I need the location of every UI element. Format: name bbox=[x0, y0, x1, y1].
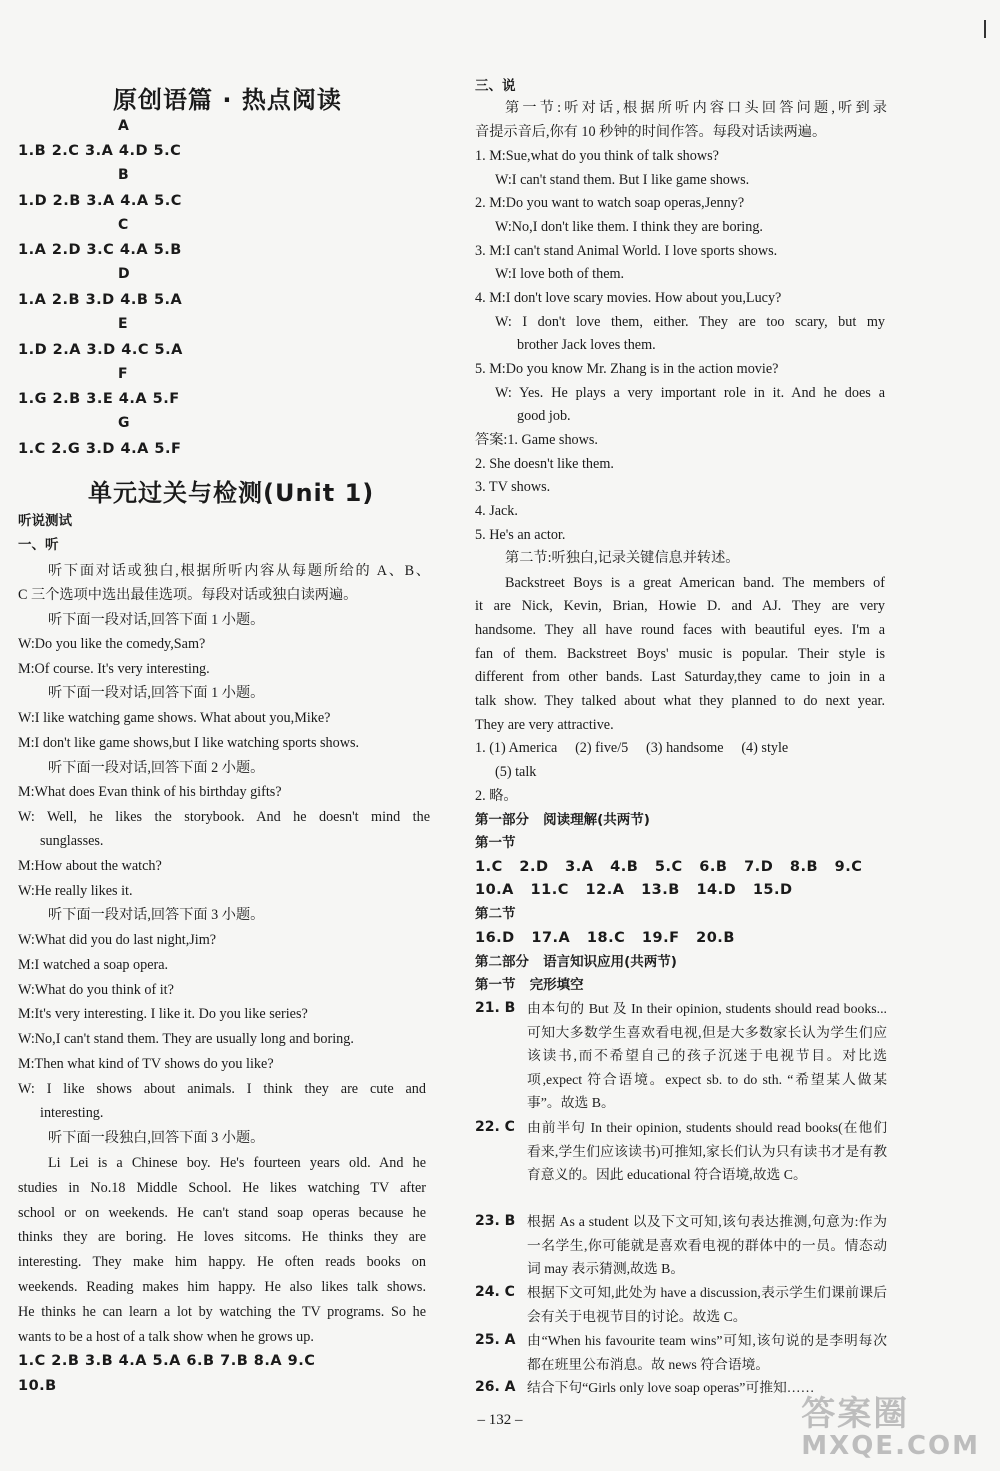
text-line: thinks they are boring. He loves sitcoms. He thinks they are bbox=[18, 1229, 426, 1245]
answer-line: 1.A 2.D 3.C 4.A 5.B bbox=[18, 242, 182, 258]
answer-line: 1.G 2.B 3.E 4.A 5.F bbox=[18, 391, 180, 407]
group-letter: E bbox=[118, 316, 128, 332]
text-line: 听下面一段独白,回答下面 3 小题。 bbox=[48, 1130, 265, 1146]
text-line: W:What do you think of it? bbox=[18, 982, 174, 998]
item-explanation: 结合下句“Girls only love soap operas”可推知…… bbox=[527, 1380, 815, 1395]
answer-line: 1.D 2.B 3.A 4.A 5.C bbox=[18, 193, 182, 209]
text-line: 5. M:Do you know Mr. Zhang is in the action movie? bbox=[475, 361, 779, 377]
text-line: W: I like shows about animals. I think they are cute and bbox=[18, 1081, 426, 1097]
text-line: 2. 略。 bbox=[475, 788, 518, 804]
group-letter: F bbox=[118, 366, 128, 382]
text-line: school or on weekends. He can't stand soap operas because he bbox=[18, 1205, 426, 1221]
item-explanation: 根据下文可知,此处为 have a discussion,表示学生们课前课后会有关于电视节目的讨论。故选 C。 bbox=[527, 1285, 887, 1324]
text-line: sunglasses. bbox=[40, 833, 104, 849]
text-line: W: Yes. He plays a very important role in it. And he does a bbox=[495, 385, 885, 401]
answer-line: 1.A 2.B 3.D 4.B 5.A bbox=[18, 292, 183, 308]
text-line: W: Well, he likes the storybook. And he doesn't mind the bbox=[18, 809, 430, 825]
item-number: 24. C bbox=[475, 1284, 515, 1300]
text-line: 3. M:I can't stand Animal World. I love sports shows. bbox=[475, 243, 778, 259]
text-line: 听下面一段对话,回答下面 1 小题。 bbox=[48, 685, 265, 701]
text-line: talk show. They talked about what they planned to do next year. bbox=[475, 693, 885, 709]
item-number: 22. C bbox=[475, 1119, 515, 1135]
text-line: They are very attractive. bbox=[475, 717, 614, 733]
text-line: different from other bands. Last Saturday,they came to join in a bbox=[475, 669, 885, 685]
sub-heading: 第一节 完形填空 bbox=[475, 977, 584, 993]
section-title-unit-test: 单元过关与检测(Unit 1) bbox=[88, 479, 375, 507]
section-label: 三、说 bbox=[475, 78, 516, 94]
group-letter: B bbox=[118, 167, 129, 183]
sub-heading: 第二节 bbox=[475, 906, 516, 922]
text-line: Li Lei is a Chinese boy. He's fourteen years old. And he bbox=[48, 1155, 426, 1171]
answer-line: 1.D 2.A 3.D 4.C 5.A bbox=[18, 342, 183, 358]
item-number: 23. B bbox=[475, 1213, 516, 1229]
item-number: 25. A bbox=[475, 1332, 516, 1348]
text-line: it are Nick, Kevin, Brian, Howie D. and AJ. They are very bbox=[475, 598, 885, 614]
answer-line: 1.C 2.B 3.B 4.A 5.A 6.B 7.B 8.A 9.C bbox=[18, 1353, 316, 1369]
item-explanation: 根据 As a student 以及下文可知,该句表达推测,句意为:作为一名学生,你可能就是喜欢看电视的群体中的一员。情态动词 may 表示猜测,故选 B。 bbox=[527, 1214, 887, 1276]
text-line: M:What does Evan think of his birthday gifts? bbox=[18, 784, 282, 800]
text-line: M:It's very interesting. I like it. Do you like series? bbox=[18, 1006, 308, 1022]
text-line: interesting. They make him happy. He often reads books on bbox=[18, 1254, 426, 1270]
part-heading: 第一部分 阅读理解(共两节) bbox=[475, 812, 650, 828]
answer-line: 1.C 2.G 3.D 4.A 5.F bbox=[18, 441, 182, 457]
group-letter: C bbox=[118, 217, 129, 233]
item-explanation: 由前半句 In their opinion, students should read books(在他们看来,学生们应该读书)可推知,家长们认为只有读书才是有教育意义的。因此 educational 符合语境,故选 C。 bbox=[527, 1120, 887, 1182]
text-line: 听下面一段对话,回答下面 1 小题。 bbox=[48, 612, 265, 628]
text-line: 5. He's an actor. bbox=[475, 527, 566, 543]
text-line: 答案:1. Game shows. bbox=[475, 432, 598, 448]
page-number: – 132 – bbox=[477, 1412, 523, 1428]
text-line: W:I can't stand them. But I like game shows. bbox=[495, 172, 750, 188]
text-line: brother Jack loves them. bbox=[517, 337, 656, 353]
item-explanation: 由“When his favourite team wins”可知,该句说的是李明每次都在班里公布消息。故 news 符合语境。 bbox=[527, 1333, 887, 1372]
text-line: M:I watched a soap opera. bbox=[18, 957, 169, 973]
text-line: M:I don't like game shows,but I like watching sports shows. bbox=[18, 735, 360, 751]
text-line: weekends. Reading makes him happy. He also likes talk shows. bbox=[18, 1279, 426, 1295]
margin-tick bbox=[984, 20, 986, 38]
part-heading: 第二部分 语言知识应用(共两节) bbox=[475, 954, 677, 970]
text-line: 4. M:I don't love scary movies. How about you,Lucy? bbox=[475, 290, 782, 306]
text-line: (5) talk bbox=[495, 764, 537, 780]
section-label: 听说测试 bbox=[18, 513, 72, 529]
text-line: 听下面一段对话,回答下面 2 小题。 bbox=[48, 760, 265, 776]
sub-heading: 第一节 bbox=[475, 835, 516, 851]
text-line: W:No,I don't like them. I think they are boring. bbox=[495, 219, 763, 235]
text-line: 2. M:Do you want to watch soap operas,Jenny? bbox=[475, 195, 745, 211]
text-line: W:No,I can't stand them. They are usually long and boring. bbox=[18, 1031, 354, 1047]
text-line: fan of them. Backstreet Boys' music is popular. Their style is bbox=[475, 646, 885, 662]
answer-line: 1.C 2.D 3.A 4.B 5.C 6.B 7.D 8.B 9.C bbox=[475, 859, 863, 875]
item-number: 21. B bbox=[475, 1000, 516, 1016]
group-letter: G bbox=[118, 415, 130, 431]
text-line: 第一节:听对话,根据所听内容口头回答问题,听到录 bbox=[505, 100, 887, 116]
text-line: 2. She doesn't like them. bbox=[475, 456, 614, 472]
text-line: 第二节:听独白,记录关键信息并转述。 bbox=[505, 550, 740, 566]
text-line: He thinks he can learn a lot by watching the TV programs. So he bbox=[18, 1304, 426, 1320]
text-line: interesting. bbox=[40, 1105, 104, 1121]
text-line: M:Of course. It's very interesting. bbox=[18, 661, 210, 677]
watermark bbox=[801, 1386, 980, 1461]
text-line: 听下面一段对话,回答下面 3 小题。 bbox=[48, 907, 265, 923]
text-line: handsome. They all have round faces with beautiful eyes. I'm a bbox=[475, 622, 885, 638]
text-line: 4. Jack. bbox=[475, 503, 518, 519]
text-line: wants to be a host of a talk show when he grows up. bbox=[18, 1329, 314, 1345]
text-line: C 三个选项中选出最佳选项。每段对话或独白读两遍。 bbox=[18, 587, 358, 603]
text-line: W:I like watching game shows. What about you,Mike? bbox=[18, 710, 331, 726]
text-line: good job. bbox=[517, 408, 571, 424]
text-line: W:I love both of them. bbox=[495, 266, 625, 282]
text-line: M:Then what kind of TV shows do you like? bbox=[18, 1056, 274, 1072]
answer-line: 1.B 2.C 3.A 4.D 5.C bbox=[18, 143, 182, 159]
text-line: 3. TV shows. bbox=[475, 479, 551, 495]
text-line: 1. M:Sue,what do you think of talk shows? bbox=[475, 148, 719, 164]
item-explanation: 由本句的 But 及 In their opinion, students should read books... 可知大多数学生喜欢看电视,但是大多数家长认为学生们应该读书,而不希望自己的孩子沉迷于电视节目。对比选项,expect 符合语境。expect sb. to do sth. “希望某人做某事”。故选 B。 bbox=[527, 1001, 887, 1110]
text-line: studies in No.18 Middle School. He likes watching TV after bbox=[18, 1180, 426, 1196]
answer-line: 16.D 17.A 18.C 19.F 20.B bbox=[475, 930, 735, 946]
section-title-reading: 原创语篇 · 热点阅读 bbox=[113, 86, 342, 114]
answer-line: 10.B bbox=[18, 1378, 57, 1394]
text-line: W:What did you do last night,Jim? bbox=[18, 932, 217, 948]
text-line: W:He really likes it. bbox=[18, 883, 133, 899]
watermark-url: MXQE.COM bbox=[801, 1431, 980, 1461]
group-letter: A bbox=[118, 118, 129, 134]
text-line: W: I don't love them, either. They are too scary, but my bbox=[495, 314, 885, 330]
text-line: Backstreet Boys is a great American band. The members of bbox=[505, 575, 885, 591]
section-label: 一、听 bbox=[18, 537, 59, 553]
answer-line: 10.A 11.C 12.A 13.B 14.D 15.D bbox=[475, 882, 793, 898]
text-line: M:How about the watch? bbox=[18, 858, 162, 874]
text-line: 音提示音后,你有 10 秒钟的时间作答。每段对话读两遍。 bbox=[475, 124, 827, 140]
text-line: W:Do you like the comedy,Sam? bbox=[18, 636, 206, 652]
group-letter: D bbox=[118, 266, 130, 282]
text-line: 1. (1) America (2) five/5 (3) handsome (4) style bbox=[475, 740, 789, 756]
watermark-text: 答案圈 bbox=[801, 1394, 910, 1434]
item-number: 26. A bbox=[475, 1379, 516, 1395]
text-line: 听下面对话或独白,根据所听内容从每题所给的 A、B、 bbox=[48, 563, 430, 579]
